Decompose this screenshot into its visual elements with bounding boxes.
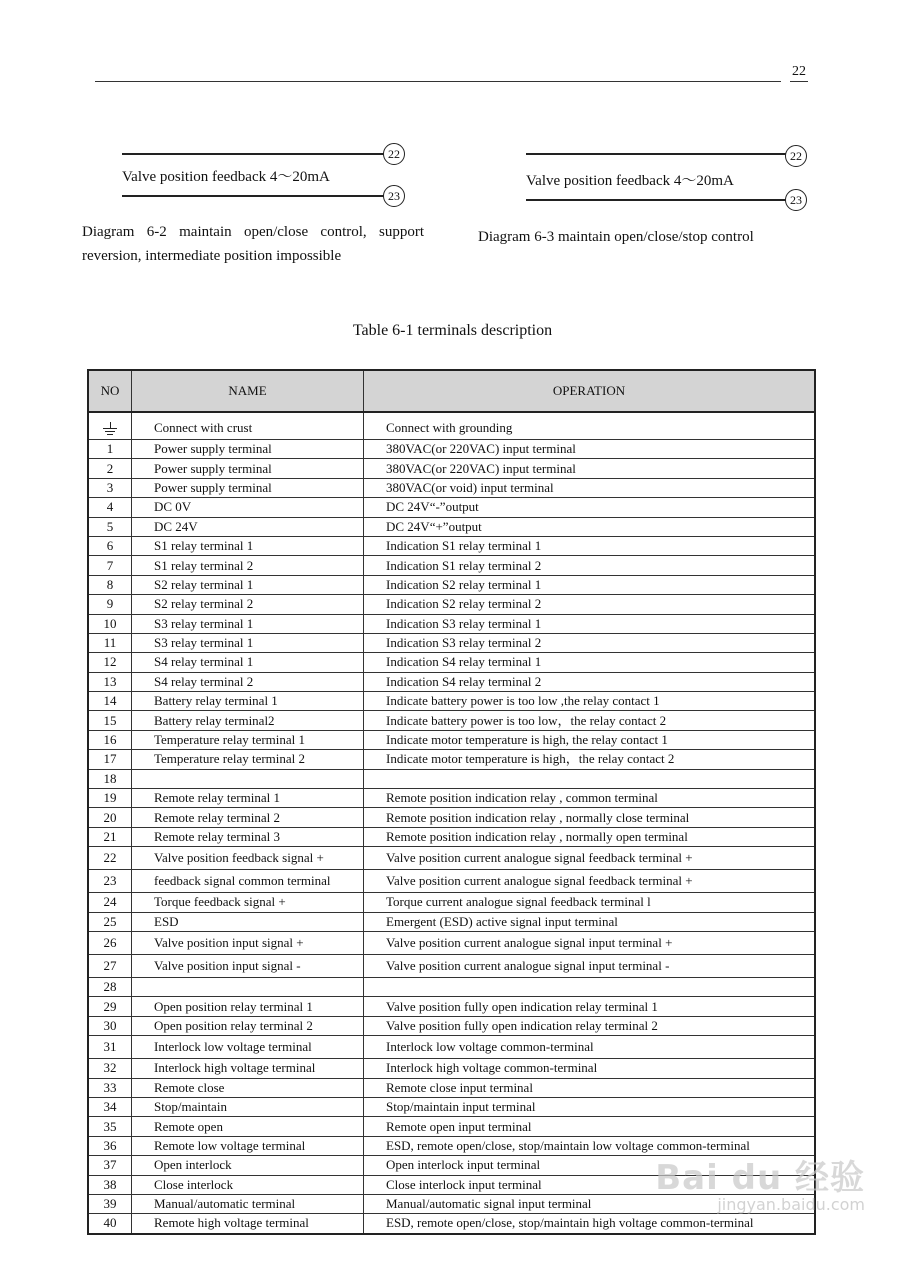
cell-no: 1: [88, 440, 132, 459]
header-rule: [95, 81, 781, 82]
cell-name: S2 relay terminal 1: [132, 575, 364, 594]
table-row: [88, 556, 815, 575]
cell-name: ESD: [132, 912, 364, 931]
cell-name: [132, 769, 364, 788]
cell-name: Valve position feedback signal +: [132, 847, 364, 870]
cell-name: Remote close: [132, 1078, 364, 1097]
cell-operation: Indication S4 relay terminal 2: [364, 672, 816, 691]
cell-name: DC 24V: [132, 517, 364, 536]
table-row: [88, 827, 815, 846]
cell-no: 22: [88, 847, 132, 870]
table-row: [88, 1059, 815, 1078]
page-number: 22: [792, 64, 806, 79]
cell-operation: Remote position indication relay , normally close terminal: [364, 808, 816, 827]
table-row: [88, 954, 815, 977]
cell-no: 2: [88, 459, 132, 478]
cell-operation: Valve position current analogue signal feedback terminal +: [364, 847, 816, 870]
header-operation: OPERATION: [364, 370, 816, 412]
cell-name: Remote relay terminal 2: [132, 808, 364, 827]
cell-operation: ESD, remote open/close, stop/maintain high voltage common-terminal: [364, 1214, 816, 1234]
signal-line-bottom: [526, 199, 786, 201]
table-row: [88, 808, 815, 827]
cell-no: 40: [88, 1214, 132, 1234]
cell-name: Power supply terminal: [132, 459, 364, 478]
cell-operation: Close interlock input terminal: [364, 1175, 816, 1194]
table-row: [88, 1036, 815, 1059]
cell-name: S1 relay terminal 1: [132, 536, 364, 555]
terminal-circle-top: 22: [383, 143, 405, 165]
table-row: [88, 575, 815, 594]
cell-operation: Indication S4 relay terminal 1: [364, 653, 816, 672]
cell-operation: DC 24V“+”output: [364, 517, 816, 536]
cell-no: 23: [88, 870, 132, 893]
cell-no: 11: [88, 633, 132, 652]
table-row: [88, 977, 815, 996]
cell-no: 25: [88, 912, 132, 931]
cell-operation: Indicate battery power is too low，the relay contact 2: [364, 711, 816, 730]
cell-name: Close interlock: [132, 1175, 364, 1194]
cell-name: S2 relay terminal 2: [132, 595, 364, 614]
cell-no: 32: [88, 1059, 132, 1078]
table-row: [88, 1078, 815, 1097]
cell-operation: 380VAC(or 220VAC) input terminal: [364, 440, 816, 459]
cell-operation: Indication S3 relay terminal 2: [364, 633, 816, 652]
cell-name: Remote low voltage terminal: [132, 1136, 364, 1155]
cell-no: 18: [88, 769, 132, 788]
cell-operation: Interlock high voltage common-terminal: [364, 1059, 816, 1078]
cell-name: Remote relay terminal 1: [132, 789, 364, 808]
table-row: [88, 692, 815, 711]
cell-operation: Stop/maintain input terminal: [364, 1097, 816, 1116]
table-row: [88, 653, 815, 672]
cell-no: 28: [88, 977, 132, 996]
table-row: [88, 997, 815, 1016]
cell-name: DC 0V: [132, 498, 364, 517]
table-row: [88, 730, 815, 749]
cell-operation: 380VAC(or 220VAC) input terminal: [364, 459, 816, 478]
cell-no: 6: [88, 536, 132, 555]
cell-operation: Remote open input terminal: [364, 1117, 816, 1136]
cell-no: 4: [88, 498, 132, 517]
cell-no: 34: [88, 1097, 132, 1116]
terminals-table: [87, 369, 816, 1235]
cell-no: 21: [88, 827, 132, 846]
cell-name: feedback signal common terminal: [132, 870, 364, 893]
watermark-main: Bai du 经验: [655, 1158, 865, 1198]
cell-no: 19: [88, 789, 132, 808]
cell-no: 20: [88, 808, 132, 827]
cell-name: Valve position input signal -: [132, 954, 364, 977]
cell-name: Connect with crust: [132, 417, 364, 440]
table-row: [88, 769, 815, 788]
cell-name: Power supply terminal: [132, 478, 364, 497]
cell-no: 7: [88, 556, 132, 575]
header-name: NAME: [132, 370, 364, 412]
cell-operation: Remote close input terminal: [364, 1078, 816, 1097]
table-header-row: [88, 370, 815, 412]
ground-icon: [103, 422, 117, 436]
cell-operation: Valve position current analogue signal input terminal +: [364, 931, 816, 954]
cell-no: 5: [88, 517, 132, 536]
cell-no: 17: [88, 750, 132, 769]
page-number-underline: [790, 81, 808, 82]
cell-no: 9: [88, 595, 132, 614]
signal-line-bottom: [122, 195, 384, 197]
diagram-label: Valve position feedback 4～20mA: [122, 169, 330, 185]
cell-name: Valve position input signal +: [132, 931, 364, 954]
cell-name: Interlock low voltage terminal: [132, 1036, 364, 1059]
cell-operation: Indication S1 relay terminal 2: [364, 556, 816, 575]
cell-operation: Valve position current analogue signal feedback terminal +: [364, 870, 816, 893]
cell-name: Remote open: [132, 1117, 364, 1136]
table-row: [88, 536, 815, 555]
table-row: [88, 517, 815, 536]
cell-operation: Remote position indication relay , normally open terminal: [364, 827, 816, 846]
header-no: NO: [88, 370, 132, 412]
cell-operation: 380VAC(or void) input terminal: [364, 478, 816, 497]
table-row: [88, 1016, 815, 1035]
cell-name: Remote high voltage terminal: [132, 1214, 364, 1234]
terminal-circle-bottom: 23: [785, 189, 807, 211]
signal-line-top: [526, 153, 786, 155]
table-row: [88, 614, 815, 633]
cell-operation: Valve position fully open indication relay terminal 2: [364, 1016, 816, 1035]
terminal-circle-bottom: 23: [383, 185, 405, 207]
table-row-ground: [88, 417, 815, 440]
table-row: [88, 1117, 815, 1136]
diagram-label: Valve position feedback 4～20mA: [526, 173, 734, 189]
cell-name: Open interlock: [132, 1156, 364, 1175]
cell-operation: DC 24V“-”output: [364, 498, 816, 517]
cell-operation: Valve position current analogue signal input terminal -: [364, 954, 816, 977]
table-row: [88, 459, 815, 478]
cell-operation: Indication S2 relay terminal 1: [364, 575, 816, 594]
table-row: [88, 893, 815, 912]
cell-no: 15: [88, 711, 132, 730]
table-row: [88, 912, 815, 931]
watermark-url: jingyan.baidu.com: [717, 1195, 865, 1214]
diagram-caption: Diagram 6-3 maintain open/close/stop control: [478, 229, 754, 245]
cell-operation: Valve position fully open indication relay terminal 1: [364, 997, 816, 1016]
cell-no: 10: [88, 614, 132, 633]
table-title: Table 6-1 terminals description: [352, 322, 553, 339]
cell-operation: Indicate motor temperature is high，the relay contact 2: [364, 750, 816, 769]
cell-no: 33: [88, 1078, 132, 1097]
cell-operation: Indication S1 relay terminal 1: [364, 536, 816, 555]
cell-operation: Torque current analogue signal feedback terminal l: [364, 893, 816, 912]
cell-operation: Emergent (ESD) active signal input terminal: [364, 912, 816, 931]
cell-name: [132, 977, 364, 996]
cell-operation: Indicate battery power is too low ,the relay contact 1: [364, 692, 816, 711]
cell-name: S4 relay terminal 2: [132, 672, 364, 691]
cell-no: 30: [88, 1016, 132, 1035]
table-row: [88, 672, 815, 691]
cell-operation: [364, 977, 816, 996]
cell-name: S3 relay terminal 1: [132, 614, 364, 633]
cell-name: Open position relay terminal 1: [132, 997, 364, 1016]
cell-no: 13: [88, 672, 132, 691]
cell-no: 38: [88, 1175, 132, 1194]
cell-name: Interlock high voltage terminal: [132, 1059, 364, 1078]
cell-name: S3 relay terminal 1: [132, 633, 364, 652]
cell-operation: Open interlock input terminal: [364, 1156, 816, 1175]
cell-operation: ESD, remote open/close, stop/maintain low voltage common-terminal: [364, 1136, 816, 1155]
cell-name: Temperature relay terminal 1: [132, 730, 364, 749]
cell-no: 26: [88, 931, 132, 954]
cell-name: Stop/maintain: [132, 1097, 364, 1116]
cell-operation: Indicate motor temperature is high, the relay contact 1: [364, 730, 816, 749]
cell-operation: [364, 769, 816, 788]
baidu-watermark: [645, 1150, 865, 1214]
cell-name: Power supply terminal: [132, 440, 364, 459]
cell-name: Battery relay terminal 1: [132, 692, 364, 711]
cell-no: [88, 417, 132, 440]
cell-name: Battery relay terminal2: [132, 711, 364, 730]
signal-line-top: [122, 153, 384, 155]
cell-name: Manual/automatic terminal: [132, 1194, 364, 1213]
cell-name: Open position relay terminal 2: [132, 1016, 364, 1035]
table-row: [88, 478, 815, 497]
cell-no: 37: [88, 1156, 132, 1175]
table-row: [88, 1214, 815, 1234]
cell-operation: Manual/automatic signal input terminal: [364, 1194, 816, 1213]
table-row: [88, 870, 815, 893]
cell-no: 12: [88, 653, 132, 672]
cell-no: 8: [88, 575, 132, 594]
cell-no: 27: [88, 954, 132, 977]
cell-name: S1 relay terminal 2: [132, 556, 364, 575]
cell-operation: Connect with grounding: [364, 417, 816, 440]
cell-operation: Interlock low voltage common-terminal: [364, 1036, 816, 1059]
cell-no: 16: [88, 730, 132, 749]
cell-name: Temperature relay terminal 2: [132, 750, 364, 769]
table-row: [88, 847, 815, 870]
cell-operation: Indication S3 relay terminal 1: [364, 614, 816, 633]
table-row: [88, 711, 815, 730]
cell-no: 36: [88, 1136, 132, 1155]
table-row: [88, 1097, 815, 1116]
table-row: [88, 595, 815, 614]
cell-no: 24: [88, 893, 132, 912]
cell-name: S4 relay terminal 1: [132, 653, 364, 672]
cell-no: 29: [88, 997, 132, 1016]
cell-no: 31: [88, 1036, 132, 1059]
table-row: [88, 440, 815, 459]
table-row: [88, 789, 815, 808]
cell-name: Torque feedback signal +: [132, 893, 364, 912]
cell-operation: Remote position indication relay , common terminal: [364, 789, 816, 808]
cell-no: 14: [88, 692, 132, 711]
cell-no: 39: [88, 1194, 132, 1213]
table-row: [88, 931, 815, 954]
terminal-circle-top: 22: [785, 145, 807, 167]
cell-no: 3: [88, 478, 132, 497]
diagram-caption: Diagram 6-2 maintain open/close control, support reversion, intermediate position impossible: [82, 224, 424, 264]
table-row: [88, 750, 815, 769]
table-row: [88, 498, 815, 517]
cell-operation: Indication S2 relay terminal 2: [364, 595, 816, 614]
cell-name: Remote relay terminal 3: [132, 827, 364, 846]
cell-no: 35: [88, 1117, 132, 1136]
table-row: [88, 633, 815, 652]
